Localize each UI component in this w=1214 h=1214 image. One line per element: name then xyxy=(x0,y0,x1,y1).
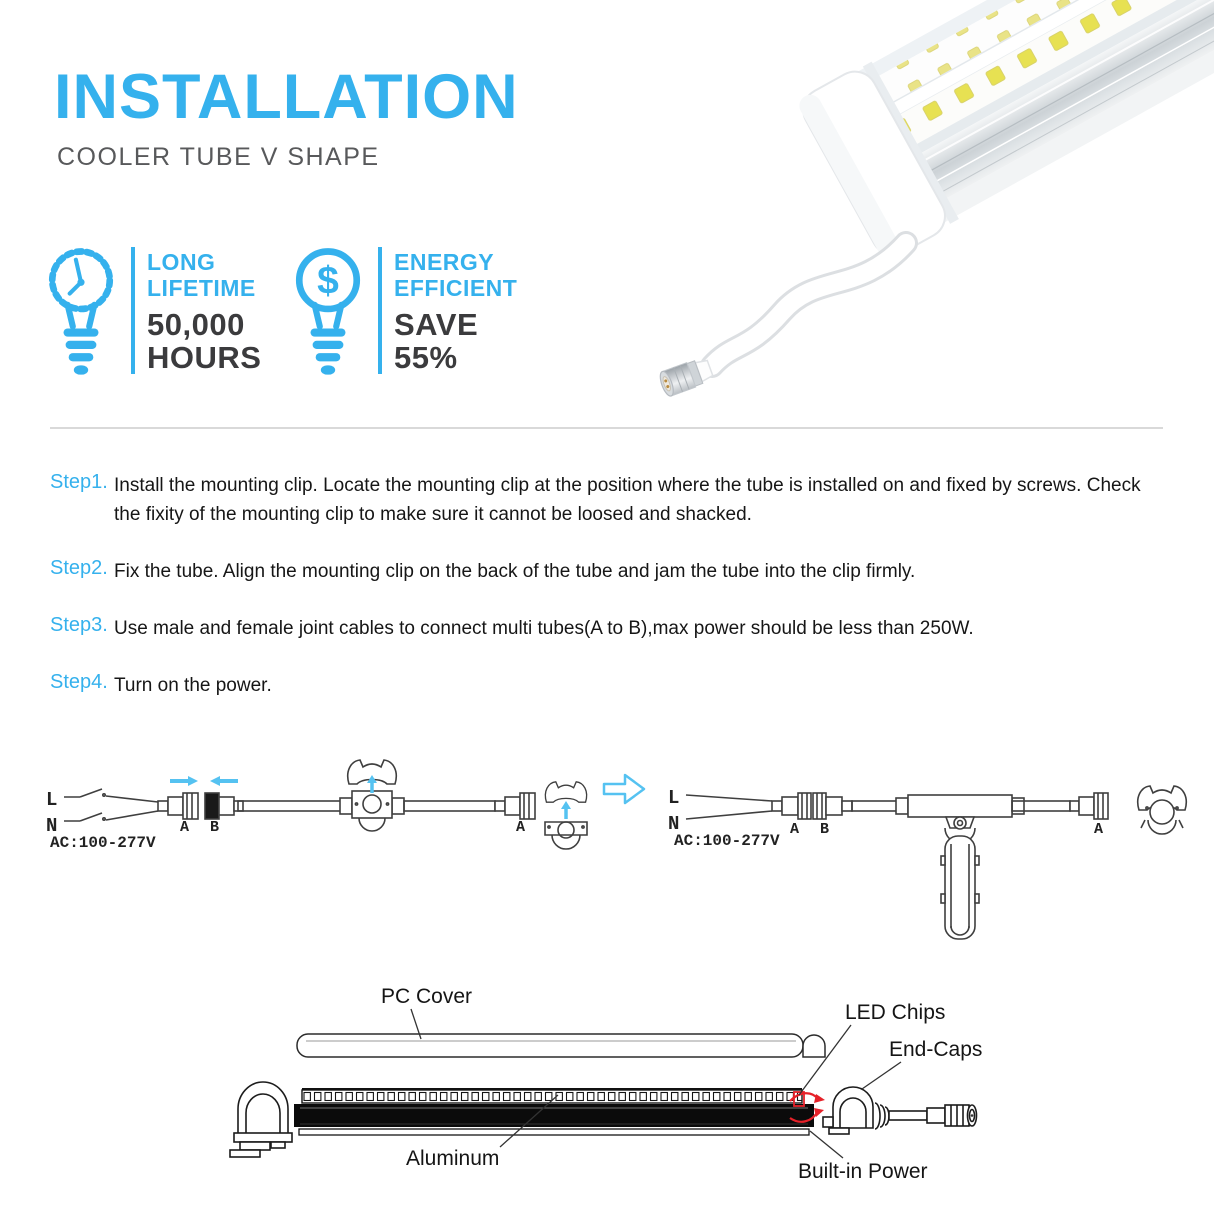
lightbulb-dollar-icon xyxy=(289,242,367,378)
led-tube-body xyxy=(795,0,1214,262)
exploded-view-diagram xyxy=(0,975,1214,1214)
step-2 xyxy=(50,557,1166,586)
power-cable xyxy=(712,243,906,366)
built-in-power-pointer xyxy=(810,1131,843,1158)
supply-wires xyxy=(686,795,772,819)
aluminum-body xyxy=(294,1089,814,1135)
feature-label: ENERGY EFFICIENT xyxy=(394,249,518,301)
connector-a-end xyxy=(495,793,535,819)
wiring-diagrams xyxy=(0,735,1214,953)
section-divider xyxy=(50,427,1163,429)
connector-a-end-label: A xyxy=(1094,821,1104,838)
cable xyxy=(404,801,495,811)
block-arrow-right-icon xyxy=(604,775,644,803)
voltage-label: AC:100-277V xyxy=(50,834,156,852)
clipped-tube-end-view xyxy=(1138,786,1187,834)
wiring-diagram-after xyxy=(668,786,1186,939)
feature-energy-efficient-text xyxy=(394,249,517,374)
end-cap-left xyxy=(230,1082,292,1157)
live-label: L xyxy=(46,789,58,811)
mounting-base xyxy=(340,791,404,831)
aluminum-label: Aluminum xyxy=(406,1147,500,1170)
connector-a xyxy=(158,793,198,819)
end-caps-label: End-Caps xyxy=(889,1038,983,1061)
connector-a-label: A xyxy=(180,819,190,836)
mounted-tube-assembly xyxy=(896,795,1024,939)
step-label: Step4. xyxy=(50,671,108,693)
feature-long-lifetime xyxy=(42,242,120,383)
tube-holder-icon xyxy=(545,822,587,849)
feature-label: LONG LIFETIME xyxy=(147,249,256,301)
feature-energy-efficient xyxy=(289,242,367,383)
step-text: Install the mounting clip. Locate the mounting clip at the position where the tube is installed on and fixed by screws. Check the fixity of the mounting clip to make sure it cannot be loosed and shacked. xyxy=(114,475,1141,526)
neutral-label: N xyxy=(46,815,58,837)
switch-wires xyxy=(64,789,158,821)
connector-a-end-label: A xyxy=(516,819,526,836)
cable xyxy=(238,801,346,811)
product-photo-led-tube xyxy=(554,0,1214,442)
connector-b-label: B xyxy=(820,821,830,838)
step-4 xyxy=(50,671,1166,700)
cable-connector xyxy=(658,356,715,398)
feature-value: SAVE 55% xyxy=(394,307,479,375)
lightbulb-clock-icon xyxy=(42,242,120,378)
feature-divider-2 xyxy=(378,247,382,374)
wiring-diagram-before xyxy=(46,760,587,852)
cable xyxy=(889,1111,927,1120)
voltage-label: AC:100-277V xyxy=(674,832,780,850)
feature-divider-1 xyxy=(131,247,135,374)
step-3 xyxy=(50,614,1166,643)
pc-cover-label: PC Cover xyxy=(381,985,473,1008)
built-in-power-label: Built-in Power xyxy=(798,1160,928,1183)
ceiling-clip-icon xyxy=(545,782,586,802)
dollar-glyph: $ xyxy=(317,259,339,303)
step-text: Fix the tube. Align the mounting clip on the back of the tube and jam the tube into the clip firmly. xyxy=(114,561,916,582)
pc-cover xyxy=(297,1034,825,1057)
step-label: Step2. xyxy=(50,557,108,579)
live-label: L xyxy=(668,787,680,809)
step-text: Use male and female joint cables to connect multi tubes(A to B),max power should be less than 250W. xyxy=(114,618,974,639)
end-caps-pointer xyxy=(862,1062,901,1089)
led-chips-pointer xyxy=(799,1025,851,1095)
joined-connectors-ab xyxy=(772,793,852,819)
feature-long-lifetime-text xyxy=(147,249,261,374)
connector-b-label: B xyxy=(210,819,220,836)
neutral-label: N xyxy=(668,813,680,835)
feature-value: 50,000 HOURS xyxy=(147,307,262,375)
page-subtitle: COOLER TUBE V SHAPE xyxy=(57,143,380,171)
page-title: INSTALLATION xyxy=(54,62,519,132)
step-text: Turn on the power. xyxy=(114,675,272,696)
step-1 xyxy=(50,471,1166,530)
step-label: Step3. xyxy=(50,614,108,636)
connector-a-label: A xyxy=(790,821,800,838)
step-label: Step1. xyxy=(50,471,108,493)
led-chips-label: LED Chips xyxy=(845,1001,946,1024)
connector-a-end xyxy=(1070,793,1108,819)
end-cap-right xyxy=(823,1087,977,1134)
